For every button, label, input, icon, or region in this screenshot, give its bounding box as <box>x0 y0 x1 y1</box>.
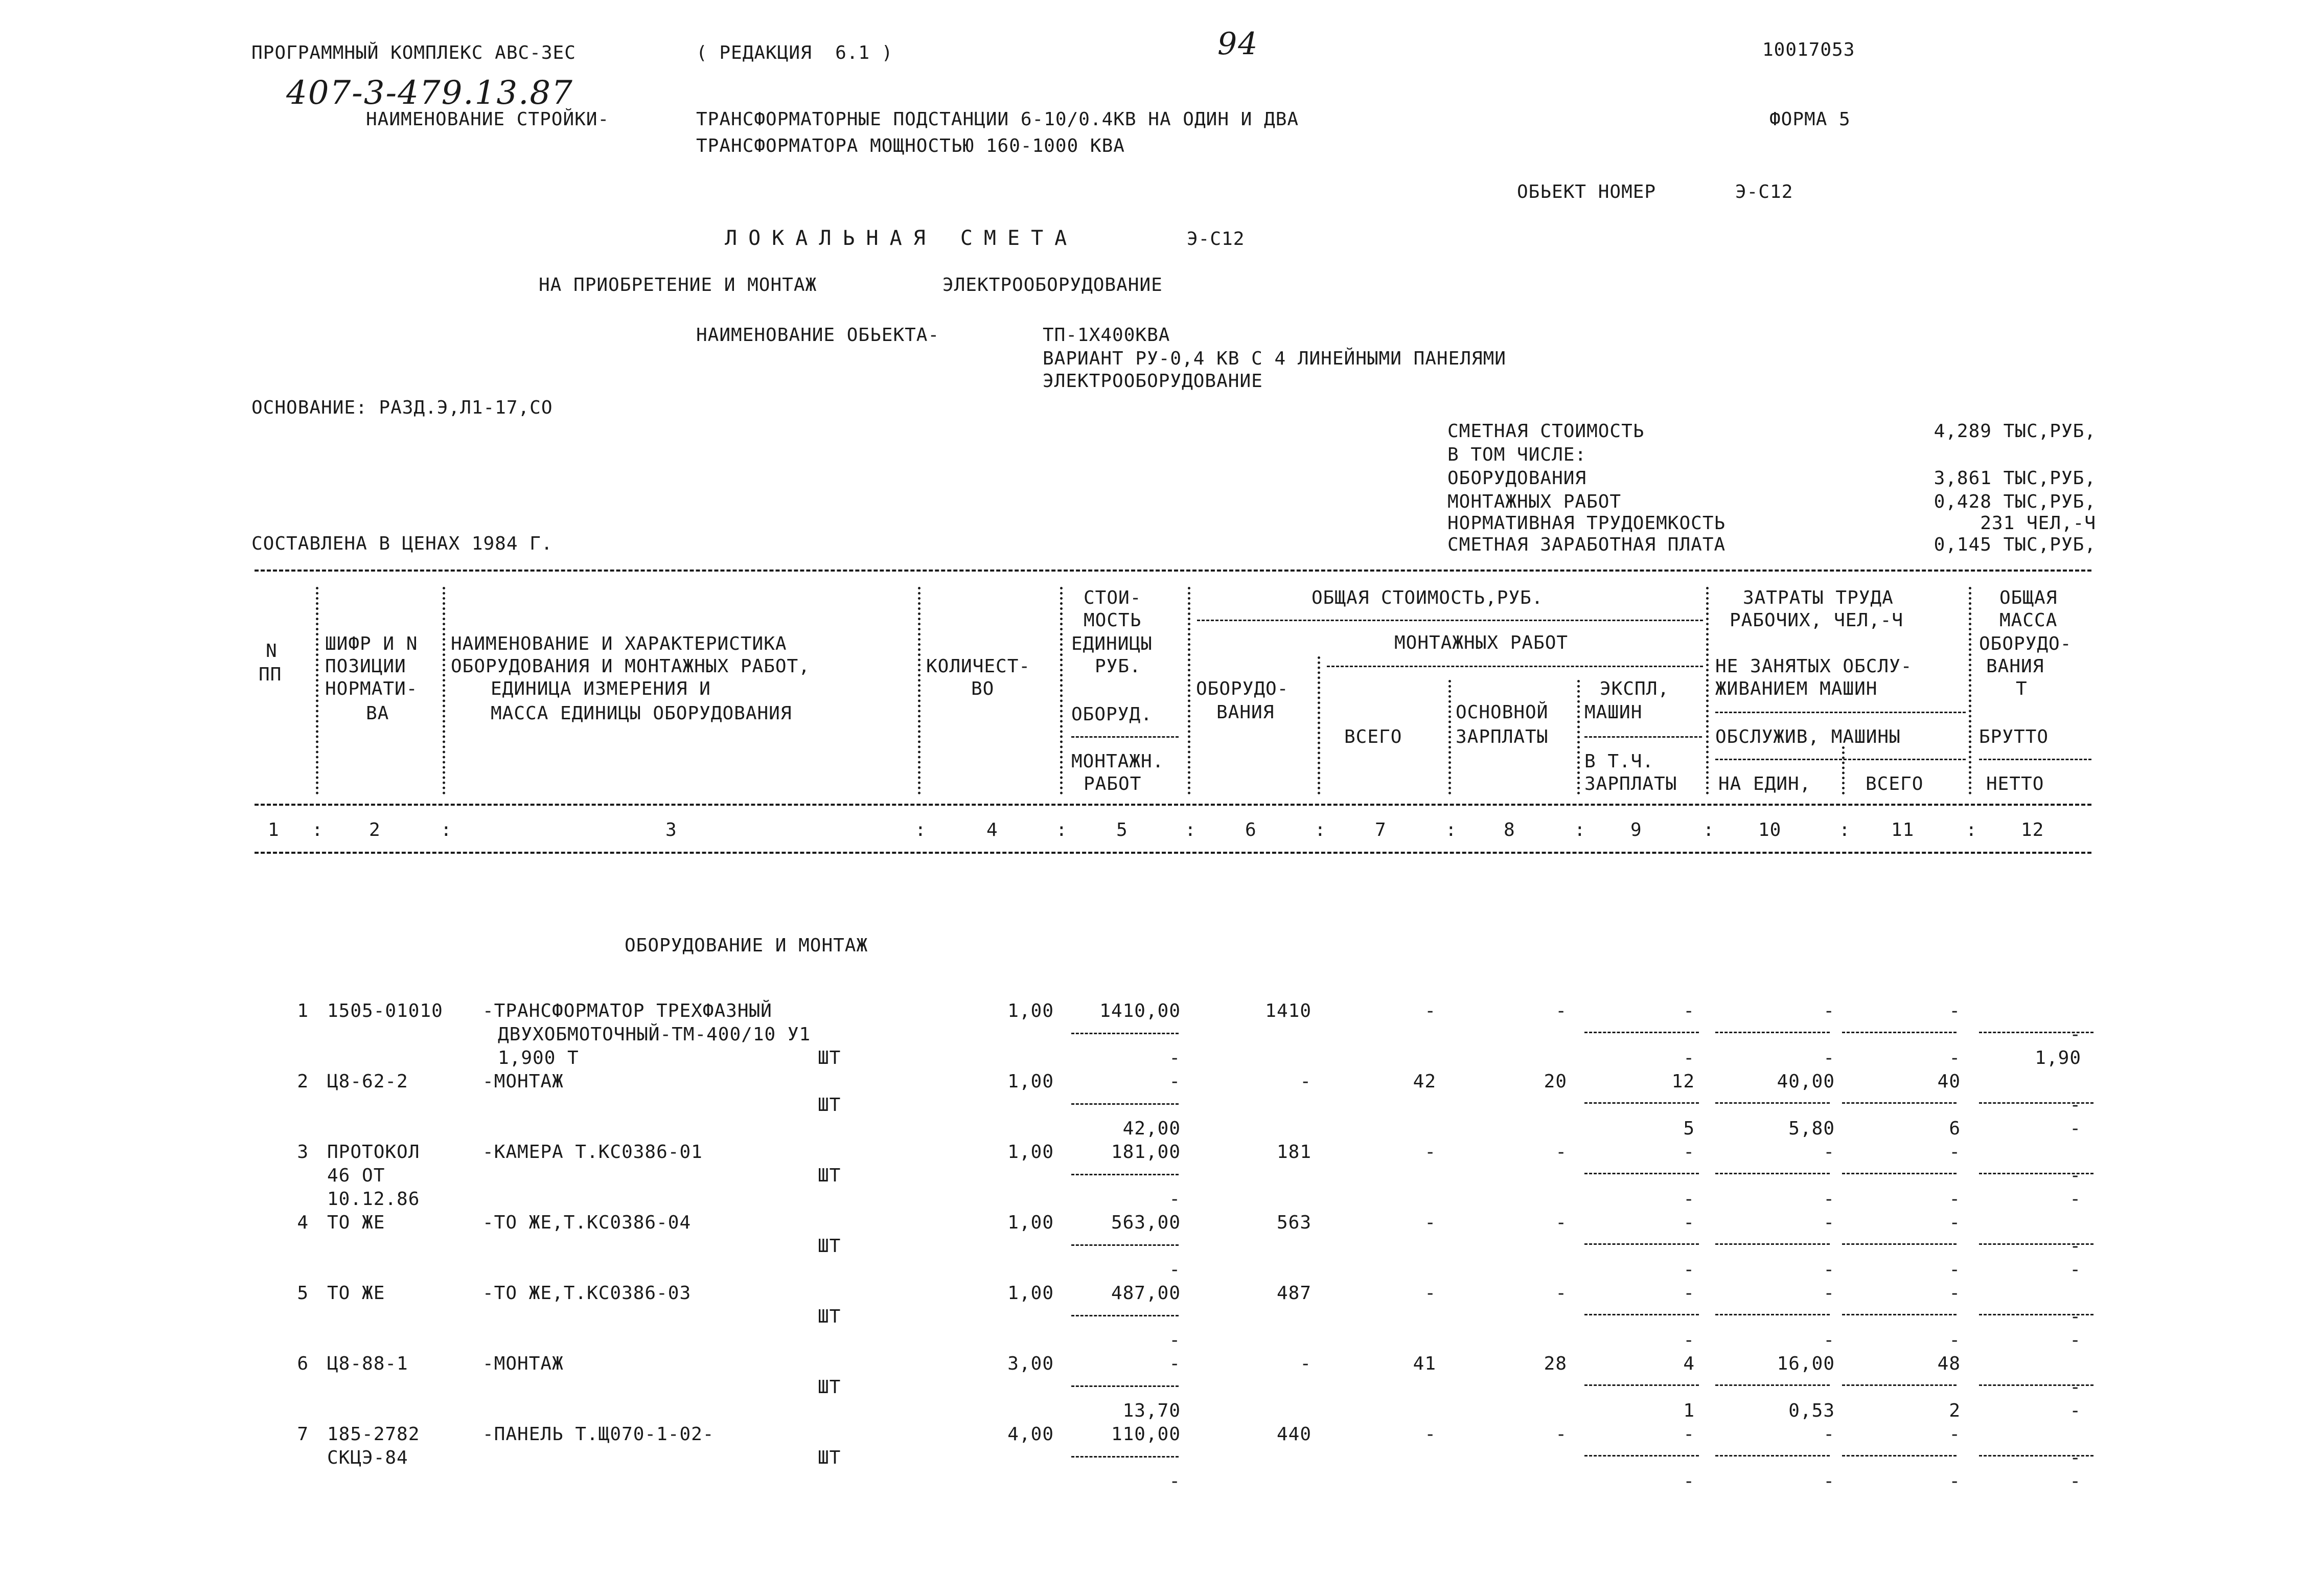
summary-label: ОБОРУДОВАНИЯ <box>1447 468 1587 489</box>
header-unit-cost-install: МОНТАЖН. <box>1071 751 1164 772</box>
object-name-line-3: ЭЛЕКТРООБОРУДОВАНИЕ <box>1043 371 1263 392</box>
row-mass-net: - <box>2069 1118 2081 1139</box>
column-number: 10 <box>1758 820 1782 840</box>
column-number: 9 <box>1630 820 1642 840</box>
header-equip: ВАНИЯ <box>1216 702 1275 723</box>
header-labor: ЗАТРАТЫ ТРУДА <box>1743 587 1894 608</box>
row-quantity: 3,00 <box>1007 1353 1054 1374</box>
header-rule <box>1327 666 1703 667</box>
row-code: 1505-01010 <box>327 1000 443 1021</box>
header-mass-gross: БРУТТО <box>1979 726 2049 747</box>
header-pp: ПП <box>259 664 282 685</box>
row-unit-cost-installation: - <box>1169 1048 1181 1068</box>
document-page: ПРОГРАММНЫЙ КОМПЛЕКС АВС-3ЕС ( РЕДАКЦИЯ 6.1 ) 94 10017053 407-3-479.13.87 НАИМЕНОВАНИЕ СТРОЙКИ- ТРАНСФОРМАТОРНЫЕ ПОДСТАНЦИИ 6-10/0.4КВ НА ОДИН И ДВА ТРАНСФОРМАТОРА МОЩНОСТЬЮ 160-1000 КВА ФОРМА 5 ОБЬЕКТ НОМЕР Э-С12 ЛОКАЛЬНАЯ СМЕТА Э-С12 НА ПРИОБРЕТЕНИЕ И МОНТАЖ ЭЛЕКТРООБОРУДОВАНИЕ НАИМЕНОВАНИЕ ОБЬЕКТА- ТП-1Х400КВА ВАРИАНТ РУ-0,4 КВ С 4 ЛИНЕЙНЫМИ ПАНЕЛЯМИ ЭЛЕКТРООБОРУДОВАНИЕ ОСНОВАНИЕ: РАЗД.Э,Л1-17,СО СМЕТНАЯ СТОИМОСТЬ 4,289 ТЫС,РУБ, В ТОМ ЧИСЛЕ: ОБОРУДОВАНИЯ 3,861 ТЫС,РУБ, МОНТАЖНЫХ РАБОТ 0,428 ТЫС,РУБ, НОРМАТИВНАЯ ТРУДОЕМКОСТЬ 231 ЧЕЛ,-Ч СМЕТНАЯ ЗАРАБОТНАЯ ПЛАТА 0,145 ТЫС,РУБ, СОСТАВЛЕНА В ЦЕНАХ 1984 Г. N ПП ШИФР И N ПОЗИЦИИ НОРМАТИ- ВА НАИМЕНОВАНИЕ И ХАРАКТЕРИСТИКА ОБОРУДОВАНИЯ И МОНТАЖНЫХ РАБОТ, ЕДИНИЦА ИЗМЕРЕНИЯ И МАССА ЕДИНИЦЫ ОБОРУДОВАНИЯ КОЛИЧЕСТ- ВО СТОИ- МОСТЬ ЕДИНИЦЫ РУБ. ОБОРУД. МОНТАЖН. РАБОТ ОБЩАЯ СТОИМОСТЬ,РУБ. МОНТАЖНЫХ РАБОТ ОБОРУДО- ВАНИЯ ВСЕГО ОСНОВНОЙ ЗАРПЛАТЫ ЭКСПЛ, МАШИН В Т.Ч. ЗАРПЛАТЫ ЗАТРАТЫ ТРУДА РАБОЧИХ, ЧЕЛ,-Ч НЕ ЗАНЯТЫХ ОБСЛУ- ЖИВАНИЕМ МАШИН ОБСЛУЖИВ, МАШИНЫ НА ЕДИН, ВСЕГО ОБЩАЯ МАССА ОБОРУДО- ВАНИЯ Т БРУТТО НЕТТО 1 2 3 4 5 6 7 8 9 10 11 12 : : : : : : : : : : : ОБОРУДОВАНИЕ И МОНТАЖ 1 1505-01010 -ТРАНСФОРМАТОР ТРЕХФАЗНЫЙ ДВУХОБМОТОЧНЫЙ-ТМ-400/10 У1 1,900 Т ШТ 1,00 1410,00 - 1410 - - - - - - - - - 1,90 2 Ц8-62-2 -МОНТАЖ ШТ 1,00 - 42,00 - 42 20 12 5 40,00 5,80 40 6 - - 3 ПРОТОКОЛ 46 ОТ 10.12.86 -КАМЕРА Т.КС0386-01 ШТ 1,00 181,00 - 181 - - - - - - - - - - 4 ТО ЖЕ -ТО ЖЕ,Т.КС0386-04 ШТ 1,00 563,00 - 563 - - - - - - - - - - 5 ТО ЖЕ -ТО ЖЕ,Т.КС0386-03 ШТ 1,00 487,00 - 487 - - - - - - - - - - 6 Ц8-88-1 -МОНТАЖ ШТ 3,00 - 13,70 - 41 28 4 1 16,00 0,53 48 2 - - 7 185-2782 СКЦЭ-84 -ПАНЕЛЬ Т.Щ070-1-02- ШТ 4,00 110,00 - 440 - - - - - - - - - - <box>0 0 2324 1570</box>
row-labor-machine-per-unit: - <box>1823 1330 1835 1351</box>
header-code: ШИФР И N <box>325 633 418 654</box>
prices-basis: СОСТАВЛЕНА В ЦЕНАХ 1984 Г. <box>251 533 553 554</box>
row-machine-operation: - <box>1683 1142 1695 1163</box>
header-install-works: МОНТАЖНЫХ РАБОТ <box>1394 632 1569 653</box>
subtitle-suffix: ЭЛЕКТРООБОРУДОВАНИЕ <box>942 275 1163 295</box>
header-total-cost: ОБЩАЯ СТОИМОСТЬ,РУБ. <box>1311 587 1544 608</box>
row-cell-rule <box>1584 1455 1699 1457</box>
row-labor-per-unit: - <box>1823 1283 1835 1304</box>
header-n: N <box>266 641 278 662</box>
header-qty: КОЛИЧЕСТ- <box>926 656 1031 677</box>
row-machine-wage: 1 <box>1683 1400 1695 1421</box>
construction-line-2: ТРАНСФОРМАТОРА МОЩНОСТЬЮ 160-1000 КВА <box>696 135 1125 156</box>
header-name: НАИМЕНОВАНИЕ И ХАРАКТЕРИСТИКА <box>451 633 787 654</box>
column-divider <box>1060 587 1063 794</box>
row-basic-wage: 20 <box>1544 1071 1567 1092</box>
row-installation-total: - <box>1424 1142 1436 1163</box>
row-code: ТО ЖЕ <box>327 1283 385 1304</box>
row-labor-per-unit: - <box>1823 1212 1835 1233</box>
row-cell-rule <box>1071 1033 1179 1034</box>
row-mass-net: 1,90 <box>2035 1048 2081 1068</box>
row-quantity: 1,00 <box>1007 1142 1054 1163</box>
row-labor-machine-per-unit: - <box>1823 1471 1835 1492</box>
row-number: 6 <box>297 1353 309 1374</box>
row-machine-wage: - <box>1683 1330 1695 1351</box>
row-mass-gross: - <box>2069 1306 2081 1327</box>
row-unit: ШТ <box>818 1095 841 1116</box>
edition: ( РЕДАКЦИЯ 6.1 ) <box>696 42 893 63</box>
row-unit-cost-equipment: 110,00 <box>1111 1424 1181 1445</box>
header-machines: ЭКСПЛ, <box>1600 678 1670 699</box>
column-number: 2 <box>369 820 381 840</box>
column-divider <box>316 587 318 794</box>
row-quantity: 1,00 <box>1007 1071 1054 1092</box>
header-rule <box>1197 620 1703 621</box>
row-name: -МОНТАЖ <box>482 1071 564 1092</box>
header-qty: ВО <box>971 678 995 699</box>
row-cell-rule <box>1979 1314 2093 1315</box>
header-machines-wage: ЗАРПЛАТЫ <box>1584 773 1677 794</box>
row-labor-machine-total: - <box>1949 1259 1961 1280</box>
column-divider <box>1318 656 1320 794</box>
row-cell-rule <box>1071 1244 1179 1246</box>
row-labor-machine-total: - <box>1949 1330 1961 1351</box>
summary-value: 0,145 ТЫС,РУБ, <box>1934 534 2096 555</box>
row-basic-wage: - <box>1555 1424 1567 1445</box>
row-unit: ШТ <box>818 1236 841 1257</box>
row-number: 4 <box>297 1212 309 1233</box>
row-mass-gross: - <box>2069 1165 2081 1186</box>
header-unit-cost: РУБ. <box>1095 656 1141 677</box>
row-labor-per-unit: 16,00 <box>1777 1353 1835 1374</box>
header-rule <box>1715 712 1966 713</box>
row-quantity: 1,00 <box>1007 1283 1054 1304</box>
column-number: 3 <box>665 820 677 840</box>
row-basic-wage: - <box>1555 1212 1567 1233</box>
row-number: 3 <box>297 1142 309 1163</box>
row-installation-total: - <box>1424 1424 1436 1445</box>
construction-label: НАИМЕНОВАНИЕ СТРОЙКИ- <box>366 109 610 130</box>
row-cell-rule <box>1842 1384 1957 1386</box>
row-cell-rule <box>1071 1456 1179 1458</box>
row-labor-per-unit: 40,00 <box>1777 1071 1835 1092</box>
row-unit-cost-installation: - <box>1169 1330 1181 1351</box>
row-code: ТО ЖЕ <box>327 1212 385 1233</box>
row-labor-machine-per-unit: - <box>1823 1259 1835 1280</box>
document-title-code: Э-С12 <box>1187 229 1245 249</box>
header-code: ВА <box>366 703 389 724</box>
object-number: Э-С12 <box>1735 181 1793 202</box>
header-labor: РАБОЧИХ, ЧЕЛ,-Ч <box>1730 610 1904 631</box>
header-rule <box>1979 759 2091 760</box>
row-equipment-cost: 563 <box>1276 1212 1311 1233</box>
row-cell-rule <box>1842 1032 1957 1033</box>
row-unit-cost-installation: 13,70 <box>1122 1400 1181 1421</box>
header-unit-cost-install: РАБОТ <box>1084 773 1142 794</box>
header-rule <box>1071 736 1179 738</box>
row-cell-rule <box>1071 1315 1179 1316</box>
row-unit-cost-installation: - <box>1169 1189 1181 1210</box>
form-label: ФОРМА 5 <box>1769 109 1851 130</box>
header-mass: МАССА <box>1999 610 2058 631</box>
row-cell-rule <box>1715 1455 1830 1457</box>
row-installation-total: - <box>1424 1283 1436 1304</box>
row-unit-cost-equipment: - <box>1169 1353 1181 1374</box>
column-divider <box>1706 587 1709 794</box>
row-equipment-cost: 181 <box>1276 1142 1311 1163</box>
row-mass-net: - <box>2069 1400 2081 1421</box>
column-divider <box>443 587 445 794</box>
document-title: ЛОКАЛЬНАЯ СМЕТА <box>725 226 1078 250</box>
row-cell-rule <box>1842 1455 1957 1457</box>
header-basic-wage: ОСНОВНОЙ <box>1456 702 1549 723</box>
row-cell-rule <box>1071 1174 1179 1175</box>
header-unit-cost: МОСТЬ <box>1084 610 1142 631</box>
row-cell-rule <box>1071 1103 1179 1105</box>
row-unit-cost-installation: - <box>1169 1471 1181 1492</box>
header-unit-cost-equip: ОБОРУД. <box>1071 704 1153 725</box>
header-mass: ВАНИЯ <box>1986 656 2044 677</box>
summary-label: СМЕТНАЯ СТОИМОСТЬ <box>1447 421 1645 442</box>
row-cell-rule <box>1979 1102 2093 1104</box>
row-code: Ц8-88-1 <box>327 1353 408 1374</box>
object-name-line-2: ВАРИАНТ РУ-0,4 КВ С 4 ЛИНЕЙНЫМИ ПАНЕЛЯМИ <box>1043 348 1506 369</box>
row-code: Ц8-62-2 <box>327 1071 408 1092</box>
row-machine-wage: - <box>1683 1259 1695 1280</box>
summary-value: 231 ЧЕЛ,-Ч <box>1980 513 2096 534</box>
header-mass: Т <box>2016 678 2028 699</box>
row-number: 2 <box>297 1071 309 1092</box>
row-quantity: 1,00 <box>1007 1000 1054 1021</box>
column-number: 8 <box>1504 820 1515 840</box>
row-unit-cost-equipment: - <box>1169 1071 1181 1092</box>
row-machine-wage: - <box>1683 1471 1695 1492</box>
row-machine-wage: - <box>1683 1189 1695 1210</box>
row-cell-rule <box>1584 1173 1699 1174</box>
construction-line-1: ТРАНСФОРМАТОРНЫЕ ПОДСТАНЦИИ 6-10/0.4КВ НА ОДИН И ДВА <box>696 109 1299 130</box>
row-name: -ТО ЖЕ,Т.КС0386-03 <box>482 1283 692 1304</box>
header-labor: ЖИВАНИЕМ МАШИН <box>1715 678 1878 699</box>
row-mass-gross: - <box>2069 1095 2081 1116</box>
row-cell-rule <box>1979 1032 2093 1033</box>
header-labor-unit: НА ЕДИН, <box>1718 773 1811 794</box>
row-machine-operation: 12 <box>1671 1071 1695 1092</box>
header-mass: ОБОРУДО- <box>1979 633 2072 654</box>
summary-value: 3,861 ТЫС,РУБ, <box>1934 468 2096 489</box>
row-cell-rule <box>1584 1384 1699 1386</box>
summary-value: 0,428 ТЫС,РУБ, <box>1934 491 2096 512</box>
row-labor-total: - <box>1949 1283 1961 1304</box>
header-labor-total: ВСЕГО <box>1866 773 1924 794</box>
column-number: 4 <box>986 820 998 840</box>
row-mass-gross: - <box>2069 1377 2081 1398</box>
row-cell-rule <box>1842 1102 1957 1104</box>
row-cell-rule <box>1979 1455 2093 1457</box>
row-labor-machine-total: 2 <box>1949 1400 1961 1421</box>
header-basic-wage: ЗАРПЛАТЫ <box>1456 726 1549 747</box>
row-labor-total: - <box>1949 1424 1961 1445</box>
row-cell-rule <box>1842 1173 1957 1174</box>
summary-label: В ТОМ ЧИСЛЕ: <box>1447 444 1587 465</box>
row-labor-machine-per-unit: 5,80 <box>1788 1118 1835 1139</box>
row-labor-machine-total: 6 <box>1949 1118 1961 1139</box>
header-mass: ОБЩАЯ <box>1999 587 2058 608</box>
row-unit: ШТ <box>818 1447 841 1468</box>
row-cell-rule <box>1979 1173 2093 1174</box>
row-mass-net: - <box>2069 1471 2081 1492</box>
row-unit: ШТ <box>818 1306 841 1327</box>
header-machines-wage: В Т.Ч. <box>1584 751 1654 772</box>
row-labor-total: 48 <box>1937 1353 1961 1374</box>
row-unit-cost-equipment: 1410,00 <box>1099 1000 1181 1021</box>
row-cell-rule <box>1071 1385 1179 1387</box>
column-divider <box>1448 680 1451 794</box>
row-basic-wage: - <box>1555 1283 1567 1304</box>
row-quantity: 1,00 <box>1007 1212 1054 1233</box>
row-mass-gross: - <box>2069 1236 2081 1257</box>
row-equipment-cost: 1410 <box>1265 1000 1311 1021</box>
header-bottom-rule <box>255 804 2091 806</box>
summary-label: НОРМАТИВНАЯ ТРУДОЕМКОСТЬ <box>1447 513 1726 534</box>
header-code: ПОЗИЦИИ <box>325 656 406 677</box>
row-basic-wage: 28 <box>1544 1353 1567 1374</box>
column-number: 11 <box>1891 820 1915 840</box>
subtitle-prefix: НА ПРИОБРЕТЕНИЕ И МОНТАЖ <box>539 275 817 295</box>
header-rule <box>1584 736 1702 738</box>
row-unit: ШТ <box>818 1165 841 1186</box>
row-equipment-cost: 440 <box>1276 1424 1311 1445</box>
handwritten-page-number: 94 <box>1217 26 1259 62</box>
row-name: -ТРАНСФОРМАТОР ТРЕХФАЗНЫЙ <box>482 1000 772 1021</box>
row-code: СКЦЭ-84 <box>327 1447 408 1468</box>
row-mass-gross: - <box>2069 1024 2081 1045</box>
row-cell-rule <box>1979 1384 2093 1386</box>
header-equip: ОБОРУДО- <box>1196 678 1289 699</box>
column-divider <box>1842 746 1845 794</box>
row-installation-total: - <box>1424 1000 1436 1021</box>
row-labor-machine-per-unit: - <box>1823 1048 1835 1068</box>
row-name: -ПАНЕЛЬ Т.Щ070-1-02- <box>482 1424 715 1445</box>
row-cell-rule <box>1715 1384 1830 1386</box>
row-cell-rule <box>1715 1032 1830 1033</box>
table-top-rule <box>255 570 2091 572</box>
row-equipment-cost: - <box>1300 1071 1311 1092</box>
row-labor-machine-per-unit: 0,53 <box>1788 1400 1835 1421</box>
column-number: 7 <box>1375 820 1387 840</box>
row-code: 10.12.86 <box>327 1189 420 1210</box>
document-code: 10017053 <box>1762 39 1855 60</box>
header-name: МАССА ЕДИНИЦЫ ОБОРУДОВАНИЯ <box>491 703 792 724</box>
object-name-label: НАИМЕНОВАНИЕ ОБЬЕКТА- <box>696 325 940 346</box>
row-number: 1 <box>297 1000 309 1021</box>
row-labor-per-unit: - <box>1823 1424 1835 1445</box>
row-mass-net: - <box>2069 1330 2081 1351</box>
summary-value: 4,289 ТЫС,РУБ, <box>1934 421 2096 442</box>
column-divider <box>1969 587 1971 794</box>
row-machine-operation: 4 <box>1683 1353 1695 1374</box>
header-unit-cost: ЕДИНИЦЫ <box>1071 633 1153 654</box>
row-equipment-cost: - <box>1300 1353 1311 1374</box>
row-name: -ТО ЖЕ,Т.КС0386-04 <box>482 1212 692 1233</box>
row-labor-machine-total: - <box>1949 1189 1961 1210</box>
row-cell-rule <box>1715 1243 1830 1245</box>
row-cell-rule <box>1715 1314 1830 1315</box>
row-cell-rule <box>1715 1102 1830 1104</box>
row-cell-rule <box>1584 1314 1699 1315</box>
header-name: ЕДИНИЦА ИЗМЕРЕНИЯ И <box>491 678 711 699</box>
header-code: НОРМАТИ- <box>325 678 418 699</box>
row-unit-cost-equipment: 487,00 <box>1111 1283 1181 1304</box>
row-name: ДВУХОБМОТОЧНЫЙ-ТМ-400/10 У1 <box>498 1024 811 1045</box>
header-machines: МАШИН <box>1584 702 1643 723</box>
header-mass-net: НЕТТО <box>1986 773 2044 794</box>
row-basic-wage: - <box>1555 1142 1567 1163</box>
row-labor-machine-per-unit: - <box>1823 1189 1835 1210</box>
row-labor-machine-total: - <box>1949 1471 1961 1492</box>
row-number: 7 <box>297 1424 309 1445</box>
column-number: 6 <box>1245 820 1257 840</box>
row-machine-operation: - <box>1683 1212 1695 1233</box>
row-machine-wage: 5 <box>1683 1118 1695 1139</box>
row-number: 5 <box>297 1283 309 1304</box>
object-name-line-1: ТП-1Х400КВА <box>1043 325 1170 346</box>
row-machine-wage: - <box>1683 1048 1695 1068</box>
row-unit-cost-installation: 42,00 <box>1122 1118 1181 1139</box>
row-unit-cost-installation: - <box>1169 1259 1181 1280</box>
column-number: 1 <box>268 820 280 840</box>
row-basic-wage: - <box>1555 1000 1567 1021</box>
header-install-total: ВСЕГО <box>1344 726 1402 747</box>
row-cell-rule <box>1979 1243 2093 1245</box>
row-unit: ШТ <box>818 1048 841 1068</box>
numbers-bottom-rule <box>255 852 2091 854</box>
row-unit-cost-equipment: 563,00 <box>1111 1212 1181 1233</box>
row-cell-rule <box>1584 1032 1699 1033</box>
column-number: 5 <box>1116 820 1128 840</box>
row-mass-gross: - <box>2069 1447 2081 1468</box>
row-unit: ШТ <box>818 1377 841 1398</box>
object-number-label: ОБЬЕКТ НОМЕР <box>1517 181 1656 202</box>
row-unit-cost-equipment: 181,00 <box>1111 1142 1181 1163</box>
row-installation-total: 41 <box>1413 1353 1436 1374</box>
row-mass-net: - <box>2069 1189 2081 1210</box>
handwritten-code: 407-3-479.13.87 <box>286 74 573 112</box>
summary-label: МОНТАЖНЫХ РАБОТ <box>1447 491 1622 512</box>
row-cell-rule <box>1842 1243 1957 1245</box>
header-labor: НЕ ЗАНЯТЫХ ОБСЛУ- <box>1715 656 1913 677</box>
header-labor: ОБСЛУЖИВ, МАШИНЫ <box>1715 726 1901 747</box>
program-name: ПРОГРАММНЫЙ КОМПЛЕКС АВС-3ЕС <box>251 42 576 63</box>
row-labor-total: - <box>1949 1212 1961 1233</box>
basis: ОСНОВАНИЕ: РАЗД.Э,Л1-17,СО <box>251 397 553 418</box>
header-name: ОБОРУДОВАНИЯ И МОНТАЖНЫХ РАБОТ, <box>451 656 810 677</box>
row-code: 185-2782 <box>327 1424 420 1445</box>
row-name: -КАМЕРА Т.КС0386-01 <box>482 1142 703 1163</box>
row-mass-net: - <box>2069 1259 2081 1280</box>
row-machine-operation: - <box>1683 1424 1695 1445</box>
row-cell-rule <box>1584 1102 1699 1104</box>
section-title: ОБОРУДОВАНИЕ И МОНТАЖ <box>625 935 868 956</box>
row-code: ПРОТОКОЛ <box>327 1142 420 1163</box>
column-divider <box>918 587 921 794</box>
column-number: 12 <box>2021 820 2044 840</box>
summary-label: СМЕТНАЯ ЗАРАБОТНАЯ ПЛАТА <box>1447 534 1726 555</box>
row-code: 46 ОТ <box>327 1165 385 1186</box>
row-equipment-cost: 487 <box>1276 1283 1311 1304</box>
header-unit-cost: СТОИ- <box>1084 587 1142 608</box>
column-divider <box>1577 680 1580 794</box>
row-labor-total: 40 <box>1937 1071 1961 1092</box>
row-cell-rule <box>1715 1173 1830 1174</box>
row-labor-per-unit: - <box>1823 1000 1835 1021</box>
row-quantity: 4,00 <box>1007 1424 1054 1445</box>
row-machine-operation: - <box>1683 1000 1695 1021</box>
row-labor-total: - <box>1949 1000 1961 1021</box>
row-cell-rule <box>1842 1314 1957 1315</box>
header-rule <box>1715 759 1966 760</box>
row-cell-rule <box>1584 1243 1699 1245</box>
row-labor-total: - <box>1949 1142 1961 1163</box>
column-divider <box>1188 587 1190 794</box>
row-name: 1,900 Т <box>498 1048 579 1068</box>
row-labor-machine-total: - <box>1949 1048 1961 1068</box>
row-labor-per-unit: - <box>1823 1142 1835 1163</box>
row-name: -МОНТАЖ <box>482 1353 564 1374</box>
row-installation-total: 42 <box>1413 1071 1436 1092</box>
row-machine-operation: - <box>1683 1283 1695 1304</box>
row-installation-total: - <box>1424 1212 1436 1233</box>
